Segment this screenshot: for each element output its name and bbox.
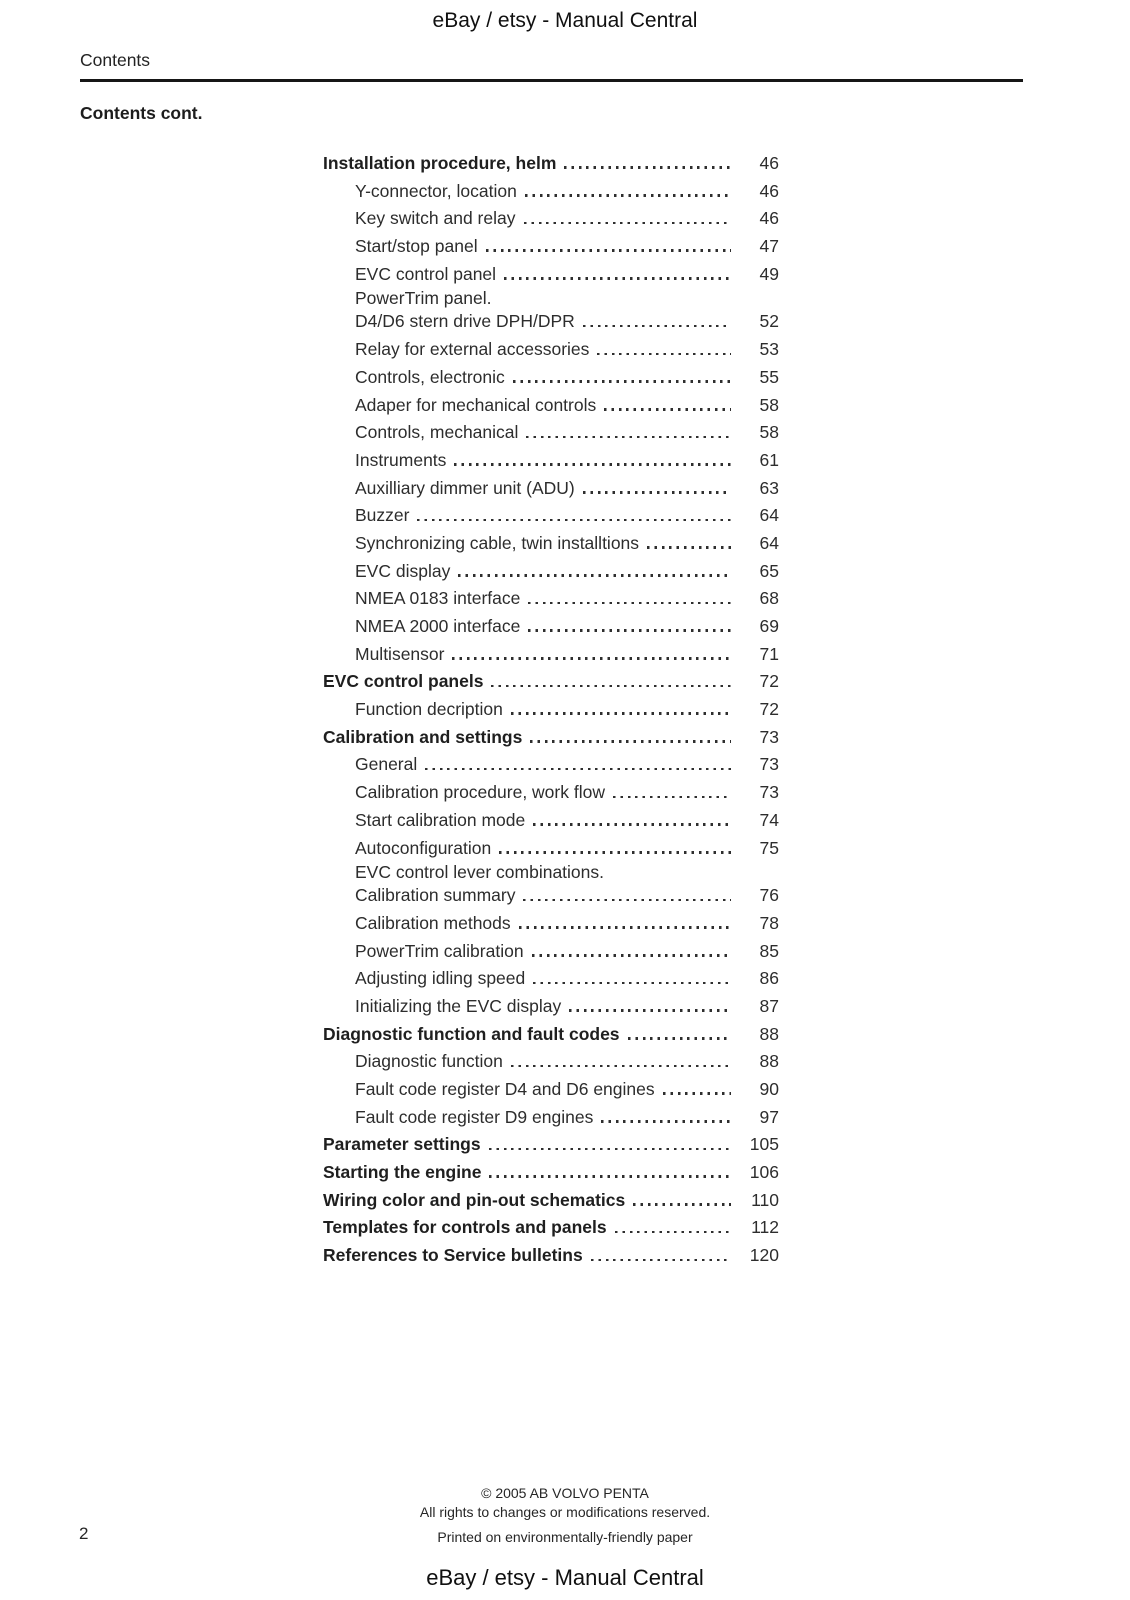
dot-leader: [528, 629, 731, 632]
toc-page-number: 55: [759, 366, 779, 387]
toc-page-number: 61: [759, 449, 779, 470]
toc-page-number: 64: [759, 505, 779, 526]
toc-entry-label: Installation procedure, helm: [323, 153, 557, 173]
toc-entry-label: Fault code register D4 and D6 engines: [355, 1079, 655, 1099]
toc-entry-label: Diagnostic function: [355, 1051, 503, 1072]
toc-entry-label: Y-connector, location: [355, 180, 517, 201]
dot-leader: [564, 166, 731, 169]
toc-entry: [323, 419, 779, 447]
toc-entry-label: Autoconfiguration: [355, 837, 492, 858]
toc-entry: [323, 1131, 779, 1159]
toc-entry: [323, 965, 779, 993]
toc-entry: [323, 696, 779, 724]
dot-leader: [615, 1231, 731, 1234]
toc-entry-label: Fault code register D9 engines: [355, 1106, 594, 1127]
dot-leader: [663, 1092, 731, 1095]
toc-entry-label: Start calibration mode: [355, 809, 526, 830]
toc-entry: [323, 724, 779, 752]
dot-leader: [511, 1065, 731, 1068]
toc-entry: [323, 1214, 779, 1242]
dot-leader: [526, 436, 731, 439]
toc-entry-label: Buzzer: [355, 505, 410, 526]
toc-page-number: 63: [759, 477, 779, 498]
toc-page-number: 120: [749, 1245, 779, 1266]
dot-leader: [489, 1148, 731, 1151]
rights-line: All rights to changes or modifications reserved.: [419, 1504, 711, 1520]
toc-page-number: 46: [759, 153, 779, 173]
dot-leader: [417, 519, 731, 522]
dot-leader: [528, 602, 731, 605]
toc-entry: [323, 205, 779, 233]
toc-entry: [323, 910, 779, 938]
dot-leader: [597, 353, 731, 356]
toc-page-number: 49: [759, 263, 779, 284]
toc-entry: [323, 392, 779, 420]
toc-page-number: 75: [759, 837, 779, 858]
toc-entry-label: Relay for external accessories: [355, 339, 590, 360]
toc-entry-label: NMEA 2000 interface: [355, 616, 521, 636]
toc-entry-label: Parameter settings: [323, 1134, 481, 1155]
toc-entry-label: Synchronizing cable, twin installtions: [355, 532, 640, 553]
toc-page-number: 88: [759, 1051, 779, 1072]
dot-leader: [458, 574, 731, 577]
toc-entry: [323, 1048, 779, 1076]
toc-entry-label: Calibration summary: [355, 885, 516, 906]
toc-entry-label: Wiring color and pin-out schematics: [323, 1189, 626, 1210]
toc-entry: [323, 751, 779, 779]
page-number: 2: [79, 1524, 89, 1543]
dot-leader: [633, 1203, 731, 1206]
toc-page-number: 69: [759, 616, 779, 636]
header-watermark: eBay / etsy - Manual Central: [432, 9, 698, 32]
toc-entry-label: PowerTrim calibration: [355, 940, 524, 961]
dot-leader: [647, 546, 731, 549]
toc-entry-label: Calibration methods: [355, 912, 511, 933]
toc-entry-label: Adjusting idling speed: [355, 968, 526, 989]
toc-page-number: 52: [759, 311, 779, 332]
dot-leader: [530, 740, 731, 743]
dot-leader: [533, 823, 731, 826]
toc-entry: [323, 585, 779, 613]
toc-list: [323, 150, 779, 1270]
toc-entry-label: Key switch and relay: [355, 208, 516, 229]
toc-page-number: 105: [749, 1134, 779, 1155]
toc-entry: [323, 613, 779, 641]
toc-entry-label: Templates for controls and panels: [323, 1217, 607, 1238]
toc-entry: [323, 1104, 779, 1132]
toc-entry: [323, 364, 779, 392]
toc-entry: [323, 1021, 779, 1049]
toc-entry-label: Diagnostic function and fault codes: [323, 1023, 620, 1044]
toc-entry: [323, 993, 779, 1021]
toc-entry: [323, 233, 779, 261]
toc-page-number: 112: [751, 1217, 779, 1238]
toc-entry-label: Auxilliary dimmer unit (ADU): [355, 477, 575, 498]
dot-leader: [525, 194, 731, 197]
toc-entry: [323, 938, 779, 966]
toc-entry-label: Start/stop panel: [355, 236, 478, 257]
toc-entry: [323, 835, 779, 863]
footer-watermark: eBay / etsy - Manual Central: [426, 1565, 704, 1590]
toc-page-number: 47: [759, 236, 779, 257]
toc-page-number: 53: [759, 339, 779, 360]
toc-entry: [323, 178, 779, 206]
toc-entry: [323, 1242, 779, 1270]
dot-leader: [591, 1259, 731, 1262]
horizontal-rule: [80, 79, 1023, 82]
toc-page-number: 90: [759, 1079, 779, 1099]
dot-leader: [452, 657, 731, 660]
toc-entry-label: EVC display: [355, 560, 451, 581]
toc-page-number: 72: [759, 671, 779, 692]
toc-page-number: 85: [759, 940, 779, 961]
dot-leader: [533, 982, 731, 985]
toc-entry: [323, 807, 779, 835]
toc-page-number: 72: [759, 699, 779, 720]
page-title: Contents cont.: [80, 103, 203, 123]
toc-entry-first-line: PowerTrim panel.: [355, 288, 492, 309]
toc-page-number: 68: [759, 588, 779, 609]
toc-entry: [323, 308, 779, 336]
toc-entry: [323, 502, 779, 530]
toc-page-number: 106: [749, 1162, 779, 1183]
toc-page-number: 73: [759, 782, 779, 803]
toc-entry-label: NMEA 0183 interface: [355, 588, 521, 609]
toc-page-number: 110: [751, 1189, 779, 1210]
toc-entry-label: Multisensor: [355, 643, 445, 664]
toc-page-number: 71: [759, 643, 779, 664]
toc-entry-label: Starting the engine: [323, 1162, 482, 1183]
dot-leader: [511, 712, 731, 715]
dot-leader: [499, 851, 731, 854]
dot-leader: [513, 380, 731, 383]
toc-page-number: 88: [759, 1023, 779, 1044]
dot-leader: [604, 408, 731, 411]
dot-leader: [486, 249, 731, 252]
dot-leader: [532, 954, 731, 957]
toc-entry-label: EVC control panel: [355, 263, 497, 284]
toc-entry-label: D4/D6 stern drive DPH/DPR: [355, 311, 575, 332]
toc-entry: [323, 1076, 779, 1104]
toc-entry-label: Calibration procedure, work flow: [355, 782, 605, 803]
toc-page-number: 58: [759, 394, 779, 415]
toc-entry-label: Controls, mechanical: [355, 422, 519, 443]
toc-entry-label: Initializing the EVC display: [355, 995, 562, 1016]
toc-entry: [323, 882, 779, 910]
printed-line: Printed on environmentally-friendly paper: [437, 1529, 693, 1545]
dot-leader: [504, 277, 731, 280]
toc-entry: [323, 336, 779, 364]
dot-leader: [628, 1037, 731, 1040]
toc-page-number: 78: [759, 912, 779, 933]
section-label: Contents: [80, 50, 151, 70]
toc-entry: [323, 261, 779, 289]
toc-entry-label: Controls, electronic: [355, 366, 505, 387]
toc-entry: [323, 558, 779, 586]
toc-entry: [323, 641, 779, 669]
toc-entry-label: Instruments: [355, 449, 447, 470]
toc-entry-label: Adaper for mechanical controls: [355, 394, 597, 415]
toc-entry: [323, 779, 779, 807]
toc-page-number: 46: [759, 208, 779, 229]
toc-page-number: 76: [759, 885, 779, 906]
copyright-line: © 2005 AB VOLVO PENTA: [481, 1485, 649, 1501]
dot-leader: [454, 463, 731, 466]
toc-page-number: 46: [759, 180, 779, 201]
dot-leader: [613, 796, 731, 799]
dot-leader: [491, 685, 731, 688]
dot-leader: [583, 325, 731, 328]
dot-leader: [569, 1009, 731, 1012]
toc-entry: [323, 475, 779, 503]
toc-page-number: 74: [759, 809, 779, 830]
dot-leader: [601, 1120, 731, 1123]
toc-entry-label: Calibration and settings: [323, 726, 523, 747]
toc-page-number: 97: [759, 1106, 779, 1127]
toc-entry-first-line: EVC control lever combinations.: [355, 862, 604, 883]
dot-leader: [524, 222, 732, 225]
toc-entry: [323, 150, 779, 178]
dot-leader: [523, 899, 731, 902]
toc-entry: [323, 447, 779, 475]
dot-leader: [425, 768, 731, 771]
toc-entry: [323, 1159, 779, 1187]
toc-page-number: 73: [759, 754, 779, 775]
dot-leader: [583, 491, 731, 494]
toc-entry-label: Function decription: [355, 699, 503, 720]
toc-page-number: 64: [759, 532, 779, 553]
toc-entry-label: References to Service bulletins: [323, 1245, 583, 1266]
toc-page-number: 87: [759, 995, 779, 1016]
toc-page-number: 65: [759, 560, 779, 581]
dot-leader: [489, 1175, 731, 1178]
toc-entry: [323, 1187, 779, 1215]
dot-leader: [519, 926, 731, 929]
toc-page-number: 73: [759, 726, 779, 747]
toc-entry: [323, 668, 779, 696]
toc-entry-label: EVC control panels: [323, 671, 484, 692]
toc-entry: [323, 530, 779, 558]
toc-page-number: 86: [759, 968, 779, 989]
toc-entry-label: General: [355, 754, 418, 775]
footer-block: [0, 1484, 1130, 1547]
toc-page-number: 58: [759, 422, 779, 443]
